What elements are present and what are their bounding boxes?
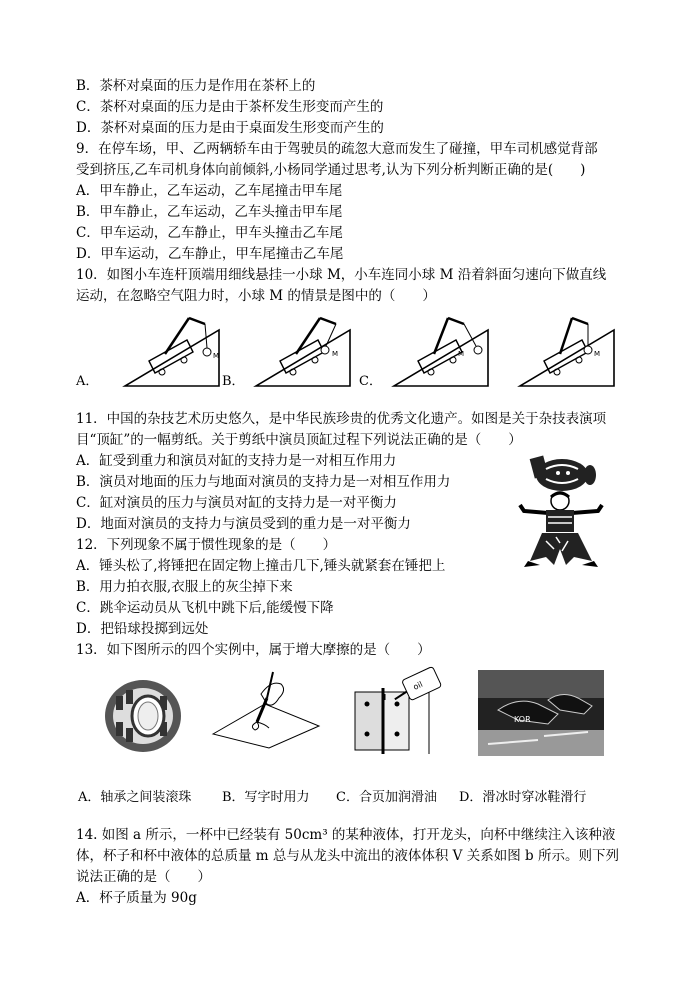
svg-text:KOR: KOR <box>514 715 531 724</box>
q10-label-c: C． <box>359 374 382 389</box>
bearing-image <box>100 676 186 756</box>
q12-option-c: C．跳伞运动员从飞机中跳下后,能缓慢下降 <box>76 600 334 616</box>
q11-option-d: D．地面对演员的支持力与演员受到的重力是一对平衡力 <box>76 516 411 532</box>
q11-option-a: A．缸受到重力和演员对缸的支持力是一对相互作用力 <box>76 453 397 469</box>
q9-stem-2: 受到挤压,乙车司机身体向前倾斜,小杨同学通过思考,认为下列分析判断正确的是( ) <box>76 162 586 178</box>
q14-stem-1: 14. 如图 a 所示，一杯中已经装有 50cm³ 的某种液体，打开龙头，向杯中继续注入该种液 <box>76 827 616 843</box>
q12-stem: 12．下列现象不属于惯性现象的是（ ） <box>76 537 337 553</box>
svg-text:M: M <box>332 350 339 358</box>
speed-skating-image <box>478 670 604 756</box>
q10-label-a: A． <box>76 374 99 389</box>
q10-figure-b <box>250 312 360 392</box>
q10-stem-1: 10．如图小车连杆顶端用细线悬挂一小球 M，小车连同小球 M 沿着斜面匀速向下做直线 <box>76 267 607 283</box>
q10-stem-2: 运动，在忽略空气阻力时，小球 M 的情景是图中的（ ） <box>76 288 436 304</box>
caption-a: A．轴承之间装滚珠 <box>78 790 192 805</box>
q10-figure-a <box>115 312 225 392</box>
svg-text:M: M <box>458 350 465 358</box>
q14-option-a: A．杯子质量为 90g <box>76 890 197 906</box>
ball-label: M <box>213 352 220 360</box>
q12-option-d: D．把铅球投掷到远处 <box>76 621 209 637</box>
hinge-oil-image <box>343 664 453 754</box>
caption-c: C．合页加润滑油 <box>336 790 437 805</box>
svg-text:M: M <box>594 350 601 358</box>
q9-option-c: C．甲车运动，乙车静止，甲车头撞击乙车尾 <box>76 225 343 241</box>
q11-option-b: B．演员对地面的压力与地面对演员的支持力是一对相互作用力 <box>76 474 451 490</box>
acrobat-papercut-figure <box>510 453 610 573</box>
q9-stem-1: 9．在停车场，甲、乙两辆轿车由于驾驶员的疏忽大意而发生了碰撞，甲车司机感觉背部 <box>76 141 598 157</box>
caption-b: B．写字时用力 <box>222 790 310 805</box>
q8-option-d: D．茶杯对桌面的压力是由于桌面发生形变而产生的 <box>76 120 384 136</box>
q10-figure-c <box>388 312 498 392</box>
q12-option-b: B．用力拍衣服,衣服上的灰尘掉下来 <box>76 579 293 595</box>
q10-label-b: B． <box>222 374 245 389</box>
q10-figure-d <box>514 312 624 392</box>
svg-text:oil: oil <box>411 679 425 692</box>
q9-option-b: B．甲车静止，乙车运动，乙车头撞击甲车尾 <box>76 204 343 220</box>
q11-stem-2: 目“顶缸”的一幅剪纸。关于剪纸中演员顶缸过程下列说法正确的是（ ） <box>76 432 522 448</box>
caption-d: D．滑冰时穿冰鞋滑行 <box>459 790 587 805</box>
q11-stem-1: 11．中国的杂技艺术历史悠久，是中华民族珍贵的优秀文化遗产。如图是关于杂技表演项 <box>76 411 607 427</box>
q14-stem-3: 说法正确的是（ ） <box>76 869 211 885</box>
writing-image <box>207 664 323 750</box>
q14-stem-2: 体，杯子和杯中液体的总质量 m 总与从龙头中流出的液体体积 V 关系如图 b 所示。则下列 <box>76 848 619 864</box>
q9-option-a: A．甲车静止，乙车运动，乙车尾撞击甲车尾 <box>76 183 343 199</box>
q13-stem: 13．如下图所示的四个实例中，属于增大摩擦的是（ ） <box>76 642 431 658</box>
q8-option-b: B．茶杯对桌面的压力是作用在茶杯上的 <box>76 78 316 94</box>
q12-option-a: A．锤头松了,将锤把在固定物上撞击几下,锤头就紧套在锤把上 <box>76 558 446 574</box>
q8-option-c: C．茶杯对桌面的压力是由于茶杯发生形变而产生的 <box>76 99 384 115</box>
q9-option-d: D．甲车运动，乙车静止，甲车尾撞击乙车尾 <box>76 246 344 262</box>
q11-option-c: C．缸对演员的压力与演员对缸的支持力是一对平衡力 <box>76 495 397 511</box>
